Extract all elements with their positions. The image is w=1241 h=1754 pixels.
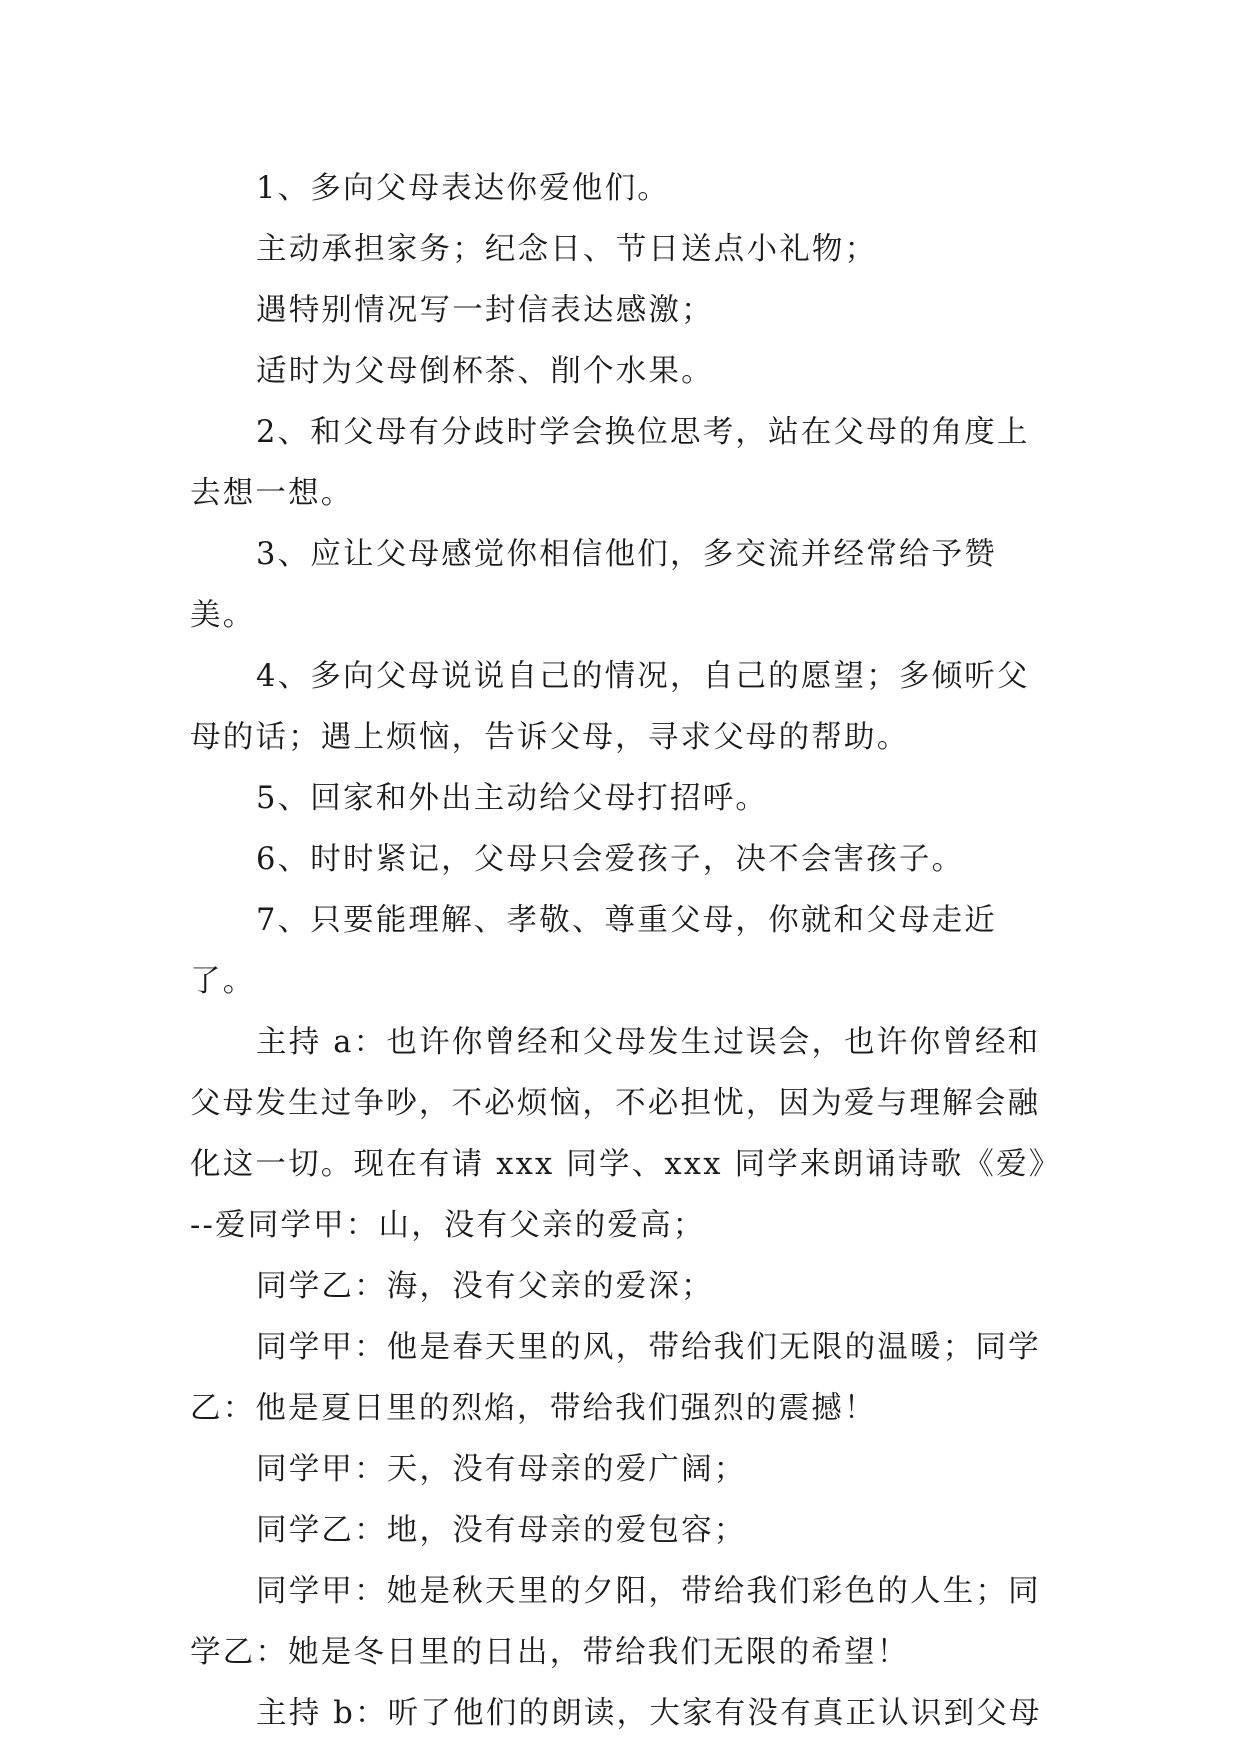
paragraph-6: 3、应让父母感觉你相信他们，多交流并经常给予赞美。 <box>190 537 998 633</box>
paragraph-17: 主持 b：听了他们的朗读，大家有没有真正认识到父母 <box>256 1696 1042 1731</box>
paragraph-13: 同学甲：他是春天里的风，带给我们无限的温暖；同学乙：他是夏日里的烈焰，带给我们强烈的震撼！ <box>190 1330 1041 1426</box>
paragraph-11: 主持 a：也许你曾经和父母发生过误会，也许你曾经和父母发生过争吵，不必烦恼，不必担忧，因为爱与理解会融化这一切。现在有请 xxx 同学、xxx 同学来朗诵诗歌《爱》--爱同学甲：山，没有父亲的爱高； <box>190 1025 1047 1243</box>
paragraph-9: 6、时时紧记，父母只会爱孩子，决不会害孩子。 <box>256 842 965 877</box>
paragraph-12: 同学乙：海，没有父亲的爱深； <box>256 1269 714 1304</box>
paragraph-16: 同学甲：她是秋天里的夕阳，带给我们彩色的人生；同学乙：她是冬日里的日出，带给我们无限的希望！ <box>190 1574 1041 1670</box>
paragraph-4: 适时为父母倒杯茶、削个水果。 <box>256 354 714 389</box>
paragraph-5: 2、和父母有分歧时学会换位思考，站在父母的角度上去想一想。 <box>190 415 1030 511</box>
paragraph-15: 同学乙：地，没有母亲的爱包容； <box>256 1513 747 1548</box>
paragraph-1: 1、多向父母表达你爱他们。 <box>256 171 671 206</box>
paragraph-8: 5、回家和外出主动给父母打招呼。 <box>256 781 769 816</box>
paragraph-14: 同学甲：天，没有母亲的爱广阔； <box>256 1452 747 1487</box>
paragraph-2: 主动承担家务；纪念日、节日送点小礼物； <box>256 232 878 267</box>
paragraph-7: 4、多向父母说说自己的情况，自己的愿望；多倾听父母的话；遇上烦恼，告诉父母，寻求父母的帮助。 <box>190 659 1030 755</box>
paragraph-10: 7、只要能理解、孝敬、尊重父母，你就和父母走近了。 <box>190 903 998 999</box>
paragraph-3: 遇特别情况写一封信表达感激； <box>256 293 714 328</box>
document-body <box>190 158 1060 1744</box>
